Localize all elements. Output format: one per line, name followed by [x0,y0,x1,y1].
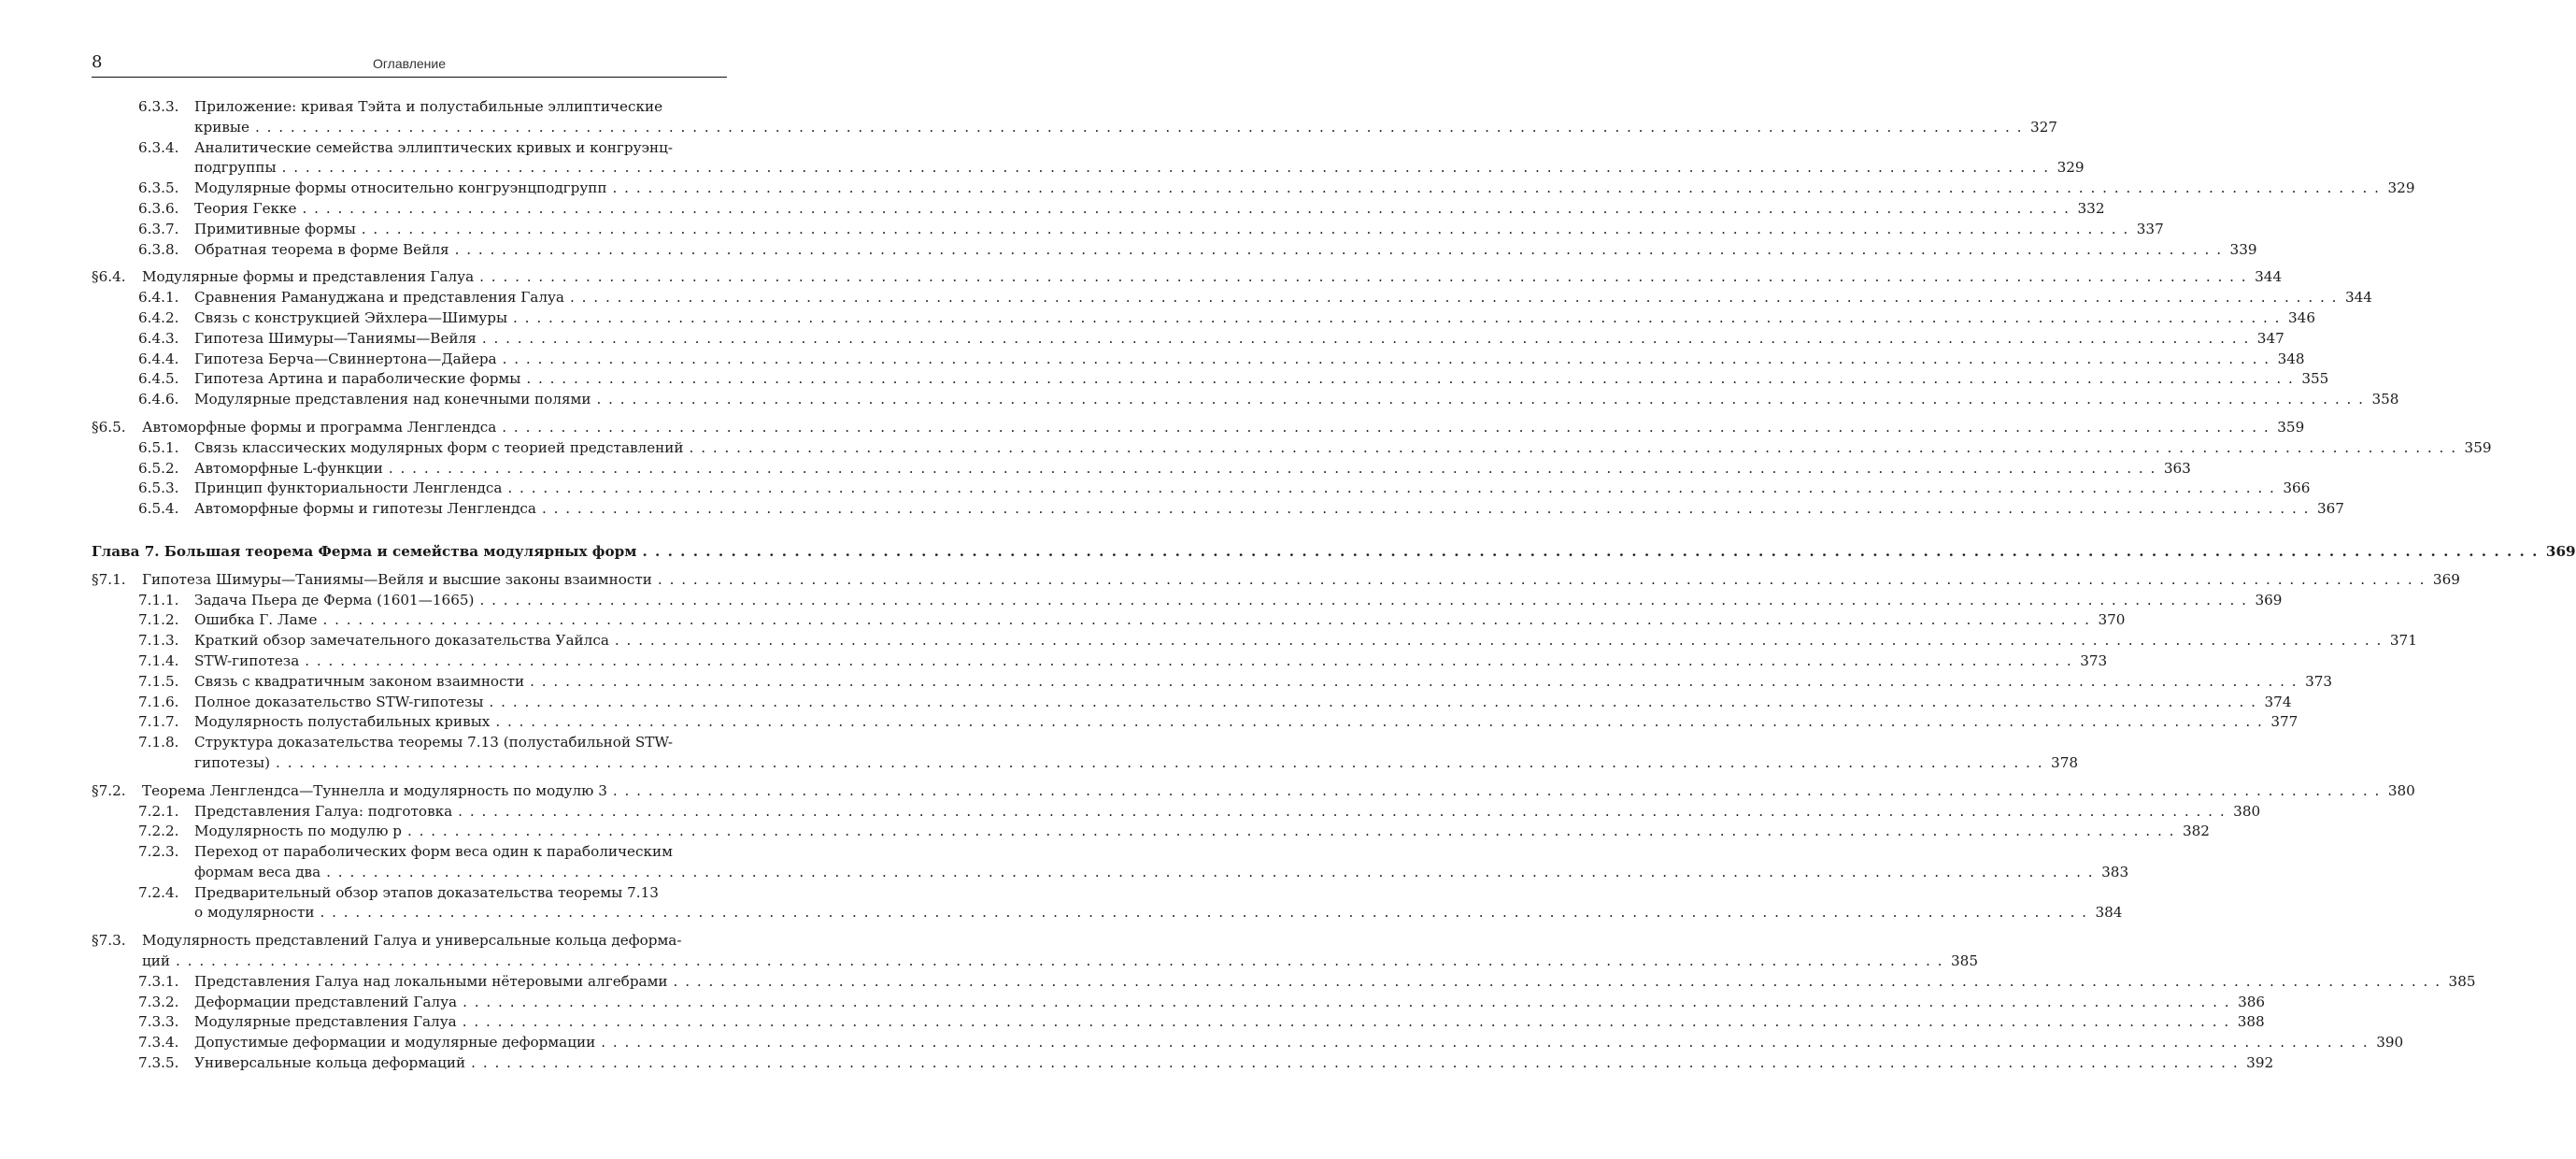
toc-entry-title: Полное доказательство STW-гипотезы [194,693,488,713]
dot-leader: . . . . . . . . . . . . . . . . . . . . . . . . . . . . . . . . . . . . . . . . . . . . . . . . . . . . . . . . . . . . . . . . . . . . . . . . . . . . . . . . . . . . . . . . . . . . . . . . . . . . . . . . . . . . . . . . . . . . . . . . . . . . . . . . . . . . . . . . . . . . . . . . . . . . . . [479,268,2248,286]
toc-entry-number: 7.3.5. [138,1054,179,1072]
toc-subsection-entry[interactable] [92,479,2311,499]
toc-subsection-entry[interactable] [92,1053,2274,1074]
toc-entry-title: Модулярные представления над конечными полями [194,390,595,410]
toc-subsection-entry[interactable] [92,802,2261,823]
toc-entry-number: §7.2. [92,781,126,799]
toc-spacer [92,563,727,570]
toc-entry-number: 7.3.3. [138,1013,179,1031]
dot-leader: . . . . . . . . . . . . . . . . . . . . . . . . . . . . . . . . . . . . . . . . . . . . . . . . . . . . . . . . . . . . . . . . . . . . . . . . . . . . . . . . . . . . . . . . . . . . . . . . . . . . . . . . . . . . . . . . . . . . . . . . . . . . . . . . . . . . . . . . . . . . . . . . . . . . . . [489,693,2257,710]
toc-subsection-entry[interactable] [92,390,2399,410]
toc-page-number: 374 [2264,693,2292,710]
toc-entry-number: 7.2.2. [138,823,179,840]
toc-entry-title: Принцип функториальности Ленглендса [194,479,505,499]
toc-subsection-entry[interactable] [92,138,727,159]
toc-page-number: 358 [2371,391,2399,408]
toc-page-number: 363 [2163,459,2191,477]
toc-spacer [92,774,727,781]
toc-page-number: 385 [2448,972,2476,990]
toc-subsection-entry[interactable] [92,199,2105,220]
toc-entry-continuation[interactable] [92,753,2079,774]
dot-leader: . . . . . . . . . . . . . . . . . . . . . . . . . . . . . . . . . . . . . . . . . . . . . . . . . . . . . . . . . . . . . . . . . . . . . . . . . . . . . . . . . . . . . . . . . . . . . . . . . . . . . . . . . . . . . . . . . . . . . . . . . . . . . . . . . . . . . . . . . . . . . . . . . . . . . . [479,591,2248,608]
toc-subsection-entry[interactable] [92,672,2333,693]
toc-entry-number: §6.4. [92,268,126,286]
toc-entry-number: 6.4.4. [138,350,179,367]
toc-entry-number: 6.3.4. [138,138,179,156]
toc-entry-title: Гипотеза Шимуры—Таниямы—Вейля [194,329,480,350]
toc-entry-number: §6.5. [92,418,126,436]
dot-leader: . . . . . . . . . . . . . . . . . . . . . . . . . . . . . . . . . . . . . . . . . . . . . . . . . . . . . . . . . . . . . . . . . . . . . . . . . . . . . . . . . . . . . . . . . . . . . . . . . . . . . . . . . . . . . . . . . . . . . . . . . . . . . . . . . . . . . . . . . . . . . . . . . . . . . . [281,159,2050,177]
toc-entry-number: 7.3.2. [138,993,179,1010]
toc-subsection-entry[interactable] [92,220,2164,240]
toc-page-number: 380 [2387,781,2415,799]
toc-subsection-entry[interactable] [92,842,727,863]
dot-leader: . . . . . . . . . . . . . . . . . . . . . . . . . . . . . . . . . . . . . . . . . . . . . . . . . . . . . . . . . . . . . . . . . . . . . . . . . . . . . . . . . . . . . . . . . . . . . . . . . . . . . . . . . . . . . . . . . . . . . . . . . . . . . . . . . . . . . . . . . . . . . . . . . . . . . . [612,179,2381,197]
toc-entry-number: 6.3.5. [138,179,179,197]
toc-entry-number: 7.1.7. [138,713,179,731]
toc-page-number: 337 [2136,220,2164,237]
dot-leader: . . . . . . . . . . . . . . . . . . . . . . . . . . . . . . . . . . . . . . . . . . . . . . . . . . . . . . . . . . . . . . . . . . . . . . . . . . . . . . . . . . . . . . . . . . . . . . . . . . . . . . . . . . . . . . . . . . . . . . . . . . . . . . . . . . . . . . . . . . . . . . . . . . . . . . [513,308,2282,326]
dot-leader: . . . . . . . . . . . . . . . . . . . . . . . . . . . . . . . . . . . . . . . . . . . . . . . . . . . . . . . . . . . . . . . . . . . . . . . . . . . . . . . . . . . . . . . . . . . . . . . . . . . . . . . . . . . . . . . . . . . . . . . . . . . . . . . . . . . . . . . . . . . . . . . . . . . . . . [406,823,2175,840]
toc-entry-title: о модулярности [194,903,318,923]
toc-subsection-entry[interactable] [92,97,727,118]
page-number: 8 [92,52,103,72]
toc-page-number: 329 [2057,159,2085,177]
toc-entry-title: Представления Галуа над локальными нётеровыми алгебрами [194,972,672,993]
dot-leader: . . . . . . . . . . . . . . . . . . . . . . . . . . . . . . . . . . . . . . . . . . . . . . . . . . . . . . . . . . . . . . . . . . . . . . . . . . . . . . . . . . . . . . . . . . . . . . . . . . . . . . . . . . . . . . . . . . . . . . . . . . . . . . . . . . . . . . . . . . . . . . . . . . . . . . [302,199,2071,217]
page-header [92,52,727,78]
toc-spacer [92,923,727,931]
dot-leader: . . . . . . . . . . . . . . . . . . . . . . . . . . . . . . . . . . . . . . . . . . . . . . . . . . . . . . . . . . . . . . . . . . . . . . . . . . . . . . . . . . . . . . . . . . . . . . . . . . . . . . . . . . . . . . . . . . . . . . . . . . . . . . . . . . . . . . . . . . . . . . . . . . . . . . [481,329,2250,347]
toc-entry-title: Модулярные формы относительно конгруэнцподгрупп [194,179,611,199]
toc-entry-number: 6.4.5. [138,370,179,388]
dot-leader: . . . . . . . . . . . . . . . . . . . . . . . . . . . . . . . . . . . . . . . . . . . . . . . . . . . . . . . . . . . . . . . . . . . . . . . . . . . . . . . . . . . . . . . . . . . . . . . . . . . . . . . . . . . . . . . . . . . . . . . . . . . . . . . . . . . . . . . . . . . . . . . . . . . . . . [526,370,2295,388]
toc-page-number: 382 [2182,823,2210,840]
toc-subsection-entry[interactable] [92,438,2492,459]
dot-leader: . . . . . . . . . . . . . . . . . . . . . . . . . . . . . . . . . . . . . . . . . . . . . . . . . . . . . . . . . . . . . . . . . . . . . . . . . . . . . . . . . . . . . . . . . . . . . . . . . . . . . . . . . . . . . . . . . . . . . . . . . . . . . . . . . . . . . . . . . . . . . . . . . . . . . . [305,651,2073,669]
toc-section-entry[interactable] [92,781,2415,802]
toc-entry-title: Допустимые деформации и модулярные деформации [194,1033,599,1053]
toc-page-number: 384 [2095,904,2123,922]
toc-entry-number: 6.4.1. [138,289,179,307]
toc-subsection-entry[interactable] [92,369,2329,390]
toc-entry-number: 6.5.3. [138,479,179,497]
toc-entry-title: Теорема Ленглендса—Туннелла и модулярность по модулю 3 [142,781,611,802]
toc-spacer [92,410,727,418]
toc-chapter-entry[interactable] [92,542,2576,563]
dot-leader: . . . . . . . . . . . . . . . . . . . . . . . . . . . . . . . . . . . . . . . . . . . . . . . . . . . . . . . . . . . . . . . . . . . . . . . . . . . . . . . . . . . . . . . . . . . . . . . . . . . . . . . . . . . . . . . . . . . . . . . . . . . . . . . . . . . . . . . . . . . . . . . . . . . . . . [502,418,2270,436]
toc-subsection-entry[interactable] [92,308,2316,329]
toc-subsection-entry[interactable] [92,499,2344,520]
toc-entry-number: 6.4.2. [138,308,179,326]
toc-entry-number: 6.3.8. [138,240,179,258]
dot-leader: . . . . . . . . . . . . . . . . . . . . . . . . . . . . . . . . . . . . . . . . . . . . . . . . . . . . . . . . . . . . . . . . . . . . . . . . . . . . . . . . . . . . . . . . . . . . . . . . . . . . . . . . . . . . . . . . . . . . . . . . . . . . . . . . . . . . . . . . . . . . . . . . . . . . . . [462,1013,2230,1031]
toc-entry-title: Гипотеза Шимуры—Таниямы—Вейля и высшие законы взаимности [142,570,656,591]
toc-page-number: 367 [2316,500,2344,518]
toc-page-number: 383 [2101,863,2129,880]
toc-entry-title: Ошибка Г. Ламе [194,610,320,631]
dot-leader: . . . . . . . . . . . . . . . . . . . . . . . . . . . . . . . . . . . . . . . . . . . . . . . . . . . . . . . . . . . . . . . . . . . . . . . . . . . . . . . . . . . . . . . . . . . . . . . . . . . . . . . . . . . . . . . . . . . . . . . . . . . . . . . . . . . . . . . . . . . . . . . . . . . . . . [176,952,1943,970]
toc-page-number: 369 [2255,591,2283,608]
toc-entry-title: Аналитические семейства эллиптических кривых и конгруэнц- [194,138,676,159]
toc-entry-continuation[interactable] [92,158,2085,179]
toc-entry-number: 7.2.4. [138,883,179,901]
toc-entry-title: Обратная теорема в форме Вейля [194,240,453,261]
toc-section-entry[interactable] [92,267,2283,288]
dot-leader: . . . . . . . . . . . . . . . . . . . . . . . . . . . . . . . . . . . . . . . . . . . . . . . . . . . . . . . . . . . . . . . . . . . . . . . . . . . . . . . . . . . . . . . . . . . . . . . . . . . . . . . . . . . . . . . . . . . . . . . . . . . . . . . . . . . . . . . . . . . . . . . . . . . . . . [495,713,2264,731]
dot-leader: . . . . . . . . . . . . . . . . . . . . . . . . . . . . . . . . . . . . . . . . . . . . . . . . . . . . . . . . . . . . . . . . . . . . . . . . . . . . . . . . . . . . . . . . . . . . . . . . . . . . . . . . . . . . . . . . . . . . . . . . . . . . . . . . . . . . . . . . . . . . . . . . . . . . . . [507,479,2276,497]
toc-entry-title: ций [142,952,174,972]
toc-page-number: 366 [2283,479,2311,497]
toc-subsection-entry[interactable] [92,288,2372,308]
dot-leader: . . . . . . . . . . . . . . . . . . . . . . . . . . . . . . . . . . . . . . . . . . . . . . . . . . . . . . . . . . . . . . . . . . . . . . . . . . . . . . . . . . . . . . . . . . . . . . . . . . . . . . . . . . . . . . . . . . . . . . . . . . . . . . . . . . . . . . . . . . . . . . . . . . . . . . [530,672,2298,690]
toc-subsection-entry[interactable] [92,1033,2404,1053]
toc-entry-number: 6.4.3. [138,329,179,347]
toc-page-number: 371 [2389,632,2417,650]
toc-section-entry[interactable] [92,570,2460,591]
toc-entry-number: 7.1.2. [138,611,179,629]
toc-page-number: 346 [2288,308,2316,326]
toc-subsection-entry[interactable] [92,240,2257,261]
toc-entry-title: Автоморфные L-функции [194,459,387,479]
toc-entry-number: 7.1.3. [138,632,179,650]
toc-subsection-entry[interactable] [92,591,2283,611]
toc-entry-number: 6.3.7. [138,220,179,237]
toc-entry-number: 6.3.6. [138,199,179,217]
toc-subsection-entry[interactable] [92,993,2266,1013]
dot-leader: . . . . . . . . . . . . . . . . . . . . . . . . . . . . . . . . . . . . . . . . . . . . . . . . . . . . . . . . . . . . . . . . . . . . . . . . . . . . . . . . . . . . . . . . . . . . . . . . . . . . . . . . . . . . . . . . . . . . . . . . . . . . . . . . . . . . . . . . . . . . . . . . . . . . . . [673,972,2441,990]
toc-page-number: 329 [2387,179,2415,197]
toc-entry-number: 7.3.4. [138,1034,179,1052]
toc-entry-continuation[interactable] [92,863,2129,883]
toc-entry-title: Связь классических модулярных форм с теорией представлений [194,438,688,459]
toc-subsection-entry[interactable] [92,693,2292,713]
toc-entry-number: 6.3.3. [138,98,179,115]
toc-entry-number: 6.5.1. [138,438,179,456]
toc-subsection-entry[interactable] [92,712,2298,733]
toc-subsection-entry[interactable] [92,1012,2265,1033]
dot-leader: . . . . . . . . . . . . . . . . . . . . . . . . . . . . . . . . . . . . . . . . . . . . . . . . . . . . . . . . . . . . . . . . . . . . . . . . . . . . . . . . . . . . . . . . . . . . . . . . . . . . . . . . . . . . . . . . . . . . . . . . . . . . . . . . . . . . . . . . . . . . . . . . . . . . . . [361,220,2129,237]
dot-leader: . . . . . . . . . . . . . . . . . . . . . . . . . . . . . . . . . . . . . . . . . . . . . . . . . . . . . . . . . . . . . . . . . . . . . . . . . . . . . . . . . . . . . . . . . . . . . . . . . . . . . . . . . . . . . . . . . . . . . . . . . . . . . . . . . . . . . . . . . . . . . . . . . . . . . . [471,1054,2240,1072]
dot-leader: . . . . . . . . . . . . . . . . . . . . . . . . . . . . . . . . . . . . . . . . . . . . . . . . . . . . . . . . . . . . . . . . . . . . . . . . . . . . . . . . . . . . . . . . . . . . . . . . . . . . . . . . . . . . . . . . . . . . . . . . . . . . . . . . . . . . . . . . . . . . . . . . . . . . . . [601,1034,2370,1052]
toc-page-number: 355 [2301,370,2329,388]
toc-entry-title: Деформации представлений Галуа [194,993,461,1013]
toc-entry-number: 7.3.1. [138,972,179,990]
toc-page-number: 370 [2098,611,2126,629]
dot-leader: . . . . . . . . . . . . . . . . . . . . . . . . . . . . . . . . . . . . . . . . . . . . . . . . . . . . . . . . . . . . . . . . . . . . . . . . . . . . . . . . . . . . . . . . . . . . . . . . . . . . . . . . . . . . . . . . . . . . . . . . . . . . . . . . . . . . . . . . . . . . . . . . . . . . . . [541,500,2310,518]
dot-leader: . . . . . . . . . . . . . . . . . . . . . . . . . . . . . . . . . . . . . . . . . . . . . . . . . . . . . . . . . . . . . . . . . . . . . . . . . . . . . . . . . . . . . . . . . . . . . . . . . . . . . . . . . . . . . . . . . . . . . . . . . . . . . . . . . . . . . . . . . . . . . . . . . . . . . . [322,611,2091,629]
toc-entry-number: 7.1.8. [138,734,179,751]
toc-entry-title: подгруппы [194,158,280,179]
toc-entry-title: гипотезы) [194,753,274,774]
toc-entry-title: Сравнения Рамануджана и представления Галуа [194,288,568,308]
toc-page-number: 344 [2344,289,2372,307]
toc-entry-title: Модулярность полустабильных кривых [194,712,493,733]
toc-entry-title: Модулярные представления Галуа [194,1012,461,1033]
toc-entry-title: формам веса два [194,863,324,883]
dot-leader: . . . . . . . . . . . . . . . . . . . . . . . . . . . . . . . . . . . . . . . . . . . . . . . . . . . . . . . . . . . . . . . . . . . . . . . . . . . . . . . . . . . . . . . . . . . . . . . . . . . . . . . . . . . . . . . . . . . . . . . . . . . . . . . . . . . . . . . . . . . . . . . . . . . . . . [454,240,2223,258]
toc-entry-number: 7.1.4. [138,651,179,669]
toc-page-number: 369 [2545,542,2576,560]
toc-entry-title: Структура доказательства теоремы 7.13 (полустабильной STW- [194,733,676,753]
dot-leader: . . . . . . . . . . . . . . . . . . . . . . . . . . . . . . . . . . . . . . . . . . . . . . . . . . . . . . . . . . . . . . . . . . . . . . . . . . . . . . . . . . . . . . . . . . . . . . . . . . . . . . . . . . . . . . . . . . . . . . . . . . . . . . . . . . . . . . . . . . . . . . . . . . . . . . [254,118,2023,136]
toc-section-entry[interactable] [92,418,2305,438]
dot-leader: . . . . . . . . . . . . . . . . . . . . . . . . . . . . . . . . . . . . . . . . . . . . . . . . . . . . . . . . . . . . . . . . . . . . . . . . . . . . . . . . . . . . . . . . . . . . . . . . . . . . . . . . . . . . . . . . . . . . . . . . . . . . . . . . . . . . . . . . . . . . . . . . . . . . . . [458,802,2227,820]
toc-spacer [92,260,727,267]
toc-entry-title: Автоморфные формы и гипотезы Ленглендса [194,499,540,520]
toc-entry-number: 6.5.2. [138,459,179,477]
toc-entry-number: 7.1.6. [138,693,179,710]
toc-subsection-entry[interactable] [92,883,727,904]
toc-entry-title: Переход от параболических форм веса один к параболическим [194,842,676,863]
dot-leader: . . . . . . . . . . . . . . . . . . . . . . . . . . . . . . . . . . . . . . . . . . . . . . . . . . . . . . . . . . . . . . . . . . . . . . . . . . . . . . . . . . . . . . . . . . . . . . . . . . . . . . . . . . . . . . . . . . . . . . . . . . . . . . . . . . . . . . . . . . . . . . . . . . . . . . [569,289,2338,307]
toc-page-number: 348 [2277,350,2305,367]
toc-page-number: 378 [2051,753,2079,771]
dot-leader: . . . . . . . . . . . . . . . . . . . . . . . . . . . . . . . . . . . . . . . . . . . . . . . . . . . . . . . . . . . . . . . . . . . . . . . . . . . . . . . . . . . . . . . . . . . . . . . . . . . . . . . . . . . . . . . . . . . . . . . . . . . . . . . . . . . . . . . . . . . . . . . . . . . . . . [463,993,2231,1010]
toc-page-number: 327 [2029,118,2057,136]
dot-leader: . . . . . . . . . . . . . . . . . . . . . . . . . . . . . . . . . . . . . . . . . . . . . . . . . . . . . . . . . . . . . . . . . . . . . . . . . . . . . . . . . . . . . . . . . . . . . . . . . . . . . . . . . . . . . . . . . . . . . . . . . . . . . . . . . . . . . . . . . . . . . . . . . . . . . . [276,753,2044,771]
dot-leader: . . . . . . . . . . . . . . . . . . . . . . . . . . . . . . . . . . . . . . . . . . . . . . . . . . . . . . . . . . . . . . . . . . . . . . . . . . . . . . . . . . . . . . . . . . . . . . . . . . . . . . . . . . . . . . . . . . . . . . . . . . . . . . . . . . . . . . . . . . . . . . . . . . . . . . [689,438,2457,456]
toc-subsection-entry[interactable] [92,631,2417,651]
toc-entry-title: Универсальные кольца деформаций [194,1053,469,1074]
toc-entry-title: Глава 7. Большая теорема Ферма и семейства модулярных форм [92,542,640,563]
toc-entry-number: §7.3. [92,932,126,950]
toc-entry-number: §7.1. [92,570,126,588]
toc-section-entry[interactable] [92,931,727,952]
toc-page-number: 388 [2237,1013,2265,1031]
toc-subsection-entry[interactable] [92,329,2284,350]
toc-page-number: 359 [2277,418,2305,436]
toc-entry-number: 6.4.6. [138,391,179,408]
toc-subsection-entry[interactable] [92,179,2415,199]
toc-entry-title: Представления Галуа: подготовка [194,802,456,823]
toc-page-number: 380 [2233,802,2261,820]
toc-entry-title: Модулярные формы и представления Галуа [142,267,477,288]
toc-page-number: 359 [2464,438,2492,456]
running-title: Оглавление [372,56,447,71]
toc-page-number: 385 [1951,952,1978,970]
toc-page-number: 339 [2229,240,2257,258]
toc-entry-title: Модулярность представлений Галуа и универсальные кольца деформа- [142,931,686,952]
toc-entry-title: Примитивные формы [194,220,360,240]
dot-leader: . . . . . . . . . . . . . . . . . . . . . . . . . . . . . . . . . . . . . . . . . . . . . . . . . . . . . . . . . . . . . . . . . . . . . . . . . . . . . . . . . . . . . . . . . . . . . . . . . . . . . . . . . . . . . . . . . . . . . . . . . . . . . . . . . . . . . . . . . . . . . . . . . . . . . . [614,632,2383,650]
toc-subsection-entry[interactable] [92,350,2305,370]
toc-entry-title: Теория Гекке [194,199,301,220]
toc-page-number: 390 [2376,1034,2404,1052]
toc-entry-title: STW-гипотеза [194,651,303,672]
toc-entry-title: Связь с квадратичным законом взаимности [194,672,528,693]
toc-page-number: 386 [2238,993,2266,1010]
dot-leader: . . . . . . . . . . . . . . . . . . . . . . . . . . . . . . . . . . . . . . . . . . . . . . . . . . . . . . . . . . . . . . . . . . . . . . . . . . . . . . . . . . . . . . . . . . . . . . . . . . . . . . . . . . . . . . . . . . . . . . . . . . . . . . . . . . . . . . . . . . . . . . . . . . . . . . [326,863,2095,880]
toc-entry-number: 7.1.1. [138,591,179,608]
dot-leader: . . . . . . . . . . . . . . . . . . . . . . . . . . . . . . . . . . . . . . . . . . . . . . . . . . . . . . . . . . . . . . . . . . . . . . . . . . . . . . . . . . . . . . . . . . . . . . . . . . . . . . . . . . . . . . . . . . . . . . . . . . . . . . . . . . . . . . . . . . . . . . . . . . . . . . [320,904,2088,922]
toc-entry-number: 7.2.1. [138,802,179,820]
toc-entry-continuation[interactable] [92,903,2123,923]
toc-subsection-entry[interactable] [92,733,727,753]
toc-entry-title: Предварительный обзор этапов доказательства теоремы 7.13 [194,883,662,904]
toc-subsection-entry[interactable] [92,822,2210,842]
toc-entry-continuation[interactable] [92,118,2057,138]
toc-entry-title: Краткий обзор замечательного доказательства Уайлса [194,631,613,651]
toc-entry-title: Задача Пьера де Ферма (1601—1665) [194,591,477,611]
toc-page-number: 369 [2432,570,2460,588]
dot-leader: . . . . . . . . . . . . . . . . . . . . . . . . . . . . . . . . . . . . . . . . . . . . . . . . . . . . . . . . . . . . . . . . . . . . . . . . . . . . . . . . . . . . . . . . . . . . . . . . . . . . . . . . . . . . . . . . . . . . . . . . . . . . . . . . . . . . . . . . . . . . . . . . . . . . . . [657,570,2426,588]
toc-entry-continuation[interactable] [92,952,1978,972]
toc-entry-title: Гипотеза Берча—Свиннертона—Дайера [194,350,501,370]
toc-entry-title: Приложение: кривая Тэйта и полустабильные эллиптические [194,97,666,118]
toc-entry-number: 7.1.5. [138,672,179,690]
toc-subsection-entry[interactable] [92,610,2126,631]
toc-spacer [92,520,727,542]
toc-page-number: 392 [2246,1054,2274,1072]
toc-subsection-entry[interactable] [92,459,2191,479]
toc-page-number: 344 [2255,268,2283,286]
table-of-contents [92,97,2576,1074]
toc-subsection-entry[interactable] [92,972,2476,993]
toc-entry-number: 6.5.4. [138,500,179,518]
dot-leader: . . . . . . . . . . . . . . . . . . . . . . . . . . . . . . . . . . . . . . . . . . . . . . . . . . . . . . . . . . . . . . . . . . . . . . . . . . . . . . . . . . . . . . . . . . . . . . . . . . . . . . . . . . . . . . . . . . . . . . . . . . . . . . . . . . . . . . . . . . . . . . . . . . . . . . [388,459,2156,477]
toc-entry-title: кривые [194,118,253,138]
toc-entry-title: Автоморфные формы и программа Ленглендса [142,418,500,438]
toc-entry-title: Модулярность по модулю p [194,822,406,842]
toc-entry-number: 7.2.3. [138,843,179,861]
toc-entry-title: Гипотеза Артина и параболические формы [194,369,524,390]
dot-leader: . . . . . . . . . . . . . . . . . . . . . . . . . . . . . . . . . . . . . . . . . . . . . . . . . . . . . . . . . . . . . . . . . . . . . . . . . . . . . . . . . . . . . . . . . . . . . . . . . . . . . . . . . . . . . . . . . . . . . . . . . . . . . . . . . . . . . . . . . . . . . . . . . . . . . . [596,391,2365,408]
dot-leader: . . . . . . . . . . . . . . . . . . . . . . . . . . . . . . . . . . . . . . . . . . . . . . . . . . . . . . . . . . . . . . . . . . . . . . . . . . . . . . . . . . . . . . . . . . . . . . . . . . . . . . . . . . . . . . . . . . . . . . . . . . . . . . . . . . . . . . . . . . . . . . . . . . . . . . [502,350,2270,367]
dot-leader: . . . . . . . . . . . . . . . . . . . . . . . . . . . . . . . . . . . . . . . . . . . . . . . . . . . . . . . . . . . . . . . . . . . . . . . . . . . . . . . . . . . . . . . . . . . . . . . . . . . . . . . . . . . . . . . . . . . . . . . . . . . . . . . . . . . . . . . . . . . . . . . . . . . . . . [612,781,2381,799]
toc-subsection-entry[interactable] [92,651,2108,672]
toc-page-number: 373 [2080,651,2108,669]
toc-page-number: 332 [2077,199,2105,217]
toc-page-number: 347 [2256,329,2284,347]
toc-page-number: 377 [2270,713,2298,731]
toc-entry-title: Связь с конструкцией Эйхлера—Шимуры [194,308,511,329]
dot-leader: . . . . . . . . . . . . . . . . . . . . . . . . . . . . . . . . . . . . . . . . . . . . . . . . . . . . . . . . . . . . . . . . . . . . . . . . . . . . . . . . . . . . . . . . . . . . . . . . . . . . . . . . . . . . . . . . . . . . . . . . . . . . . . . . . . . . . . . . . . . . . . . . . . . . . . [642,542,2539,560]
toc-page-number: 373 [2305,672,2333,690]
